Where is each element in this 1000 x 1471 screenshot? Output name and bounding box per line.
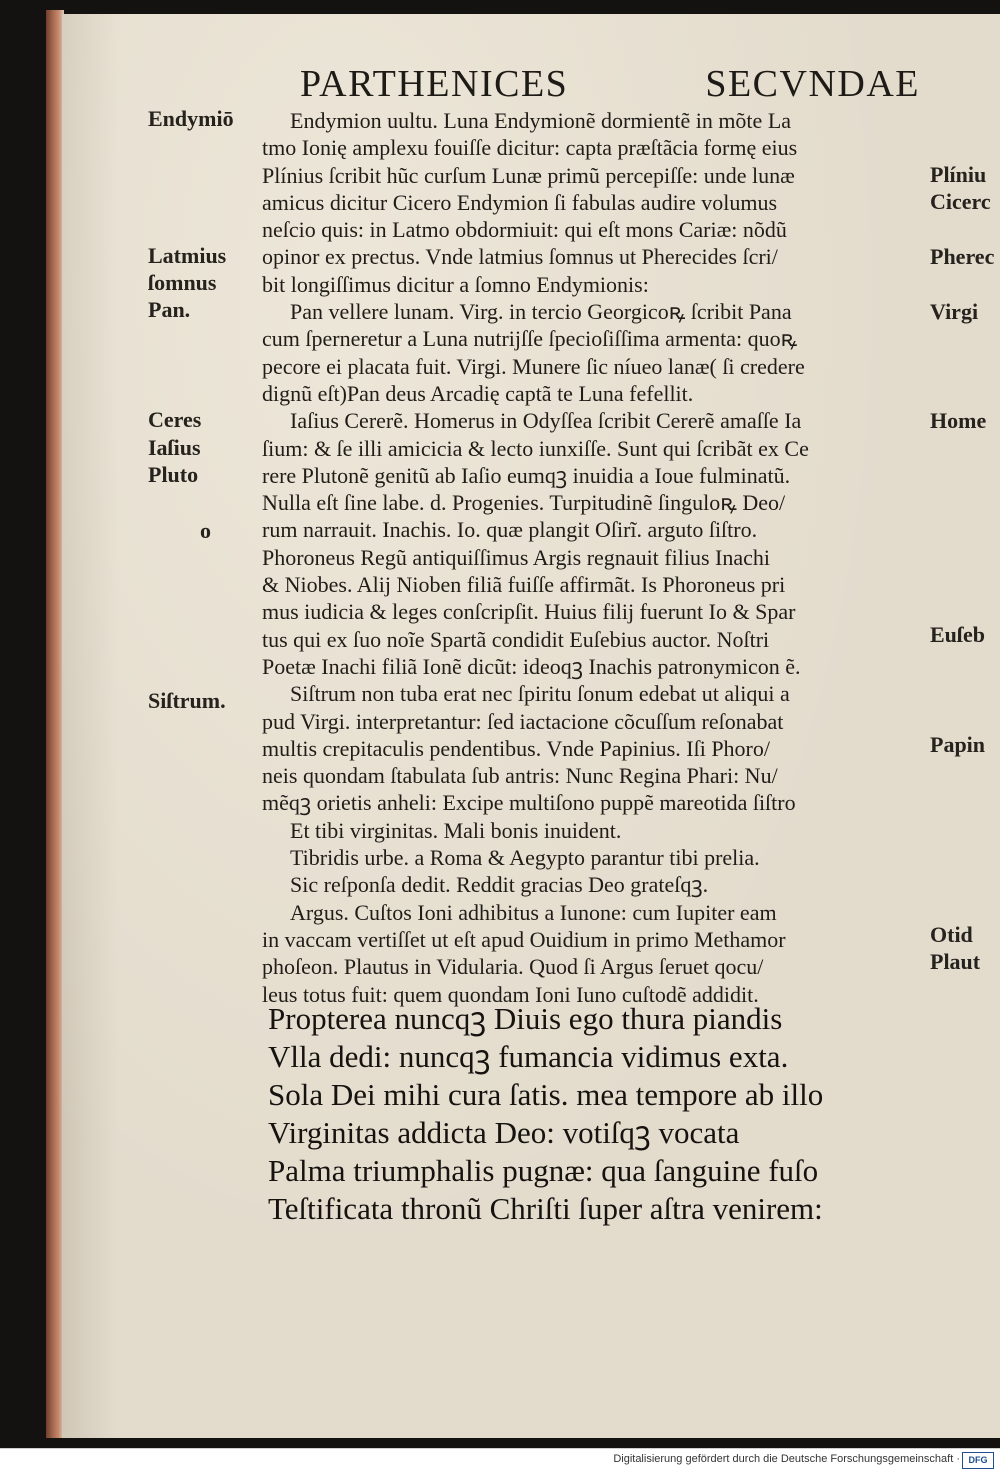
margin-note-iasius: Iaſius bbox=[148, 435, 201, 460]
commentary-line: mẽqꝫ orietis anheli: Excipe multiſono puppẽ mareotida ſiſtro bbox=[262, 790, 796, 816]
commentary-line: mus iudicia & leges conſcripſit. Huius filij fuerunt Io & Spar bbox=[262, 599, 796, 625]
commentary-line: pecore ei placata fuit. Virgi. Munere ſic níueo lanæ( ſi credere bbox=[262, 353, 805, 379]
verse-line: Palma triumphalis pugnæ: qua ſanguine fuſo bbox=[268, 1153, 819, 1188]
commentary-line: Et tibi virginitas. Mali bonis inuident. bbox=[290, 817, 622, 843]
commentary-line: leus totus fuit: quem quondam Ioni Iuno cuſtodẽ addidit. bbox=[262, 981, 759, 1007]
verse-line: Teſtificata thronũ Chriſti ſuper aſtra venirem: bbox=[268, 1191, 823, 1226]
margin-note-pan: Pan. bbox=[148, 297, 191, 322]
margin-note-plautus: Plaut bbox=[930, 949, 981, 974]
commentary-block bbox=[262, 107, 927, 1008]
margin-note-ovidius: Otid bbox=[930, 922, 973, 947]
running-head-right: SECVNDAE bbox=[705, 63, 920, 105]
commentary-line: Phoroneus Regũ antiquiſſimus Argis regnauit filius Inachi bbox=[262, 544, 770, 570]
margin-note-endymio: Endymiō bbox=[148, 106, 234, 131]
running-head bbox=[300, 62, 920, 106]
commentary-line: neis quondam ſtabulata ſub antris: Nunc Regina Phari: Nu/ bbox=[262, 763, 778, 789]
margin-note-virgilius: Virgi bbox=[930, 299, 979, 324]
commentary-line: Nulla eſt ſine labe. d. Progenies. Turpitudinẽ ſinguloꝶ Deo/ bbox=[262, 490, 786, 516]
commentary-line: Argus. Cuſtos Ioni adhibitus a Iunone: cum Iupiter eam bbox=[290, 899, 777, 925]
commentary-line: Tibridis urbe. a Roma & Aegypto parantur tibi prelia. bbox=[290, 845, 760, 871]
margin-note-plinius: Plíniu bbox=[930, 162, 987, 187]
commentary-line: Poetæ Inachi filiã Ionẽ dicũt: ideoqꝫ Inachis patronymicon ẽ. bbox=[262, 653, 801, 679]
margin-note-o: o bbox=[200, 518, 211, 543]
commentary-line: Siſtrum non tuba erat nec ſpiritu ſonum edebat ut aliqui a bbox=[290, 681, 790, 707]
verse-line: Sola Dei mihi cura ſatis. mea tempore ab illo bbox=[268, 1077, 824, 1112]
commentary-line: Iaſius Cererẽ. Homerus in Odyſſea ſcribit Cererẽ amaſſe Ia bbox=[290, 408, 802, 434]
commentary-line: tus qui ex ſuo noĩe Spartã condidit Euſebius auctor. Noſtri bbox=[262, 626, 770, 652]
verse-block bbox=[268, 1000, 938, 1228]
commentary-line: Pan vellere lunam. Virg. in tercio Georgicoꝶ ſcribit Pana bbox=[290, 299, 792, 325]
margin-note-somnus: ſomnus bbox=[148, 270, 217, 295]
verse-line: Virginitas addicta Deo: votiſqꝫ vocata bbox=[268, 1115, 740, 1150]
commentary-line: in vaccam vertiſſet ut eſt apud Ouidium in primo Methamor bbox=[262, 926, 786, 952]
commentary-line: rere Plutonẽ genitũ ab Iaſio eumqꝫ inuidia a Ioue fulminatũ. bbox=[262, 462, 791, 488]
commentary-line: neſcio quis: in Latmo obdormiuit: qui eſt mons Cariæ: nõdũ bbox=[262, 217, 787, 243]
commentary-line: tmo Ionię amplexu fouiſſe dicitur: capta præſtãcia formę eius bbox=[262, 135, 798, 161]
margin-note-eusebius: Euſeb bbox=[930, 622, 986, 647]
commentary-line: dignũ eſt)Pan deus Arcadię captã te Luna fefellit. bbox=[262, 380, 694, 406]
commentary-line: multis crepitaculis pendentibus. Vnde Papinius. Iſi Phoro/ bbox=[262, 735, 770, 761]
commentary-line: opinor ex prectus. Vnde latmius ſomnus ut Pherecides ſcri/ bbox=[262, 244, 778, 270]
commentary-line: phoſeon. Plautus in Vidularia. Quod ſi Argus ſeruet qocu/ bbox=[262, 954, 764, 980]
commentary-line: bit longiſſimus dicitur a ſomno Endymionis: bbox=[262, 271, 649, 297]
commentary-line: & Niobes. Alij Nioben filiã fuiſſe affirmãt. Is Phoroneus pri bbox=[262, 572, 786, 598]
dfg-logo-icon: DFG bbox=[962, 1452, 994, 1469]
margin-note-cicero: Cicerc bbox=[930, 189, 991, 214]
verse-line: Vlla dedi: nuncqꝫ fumancia vidimus exta. bbox=[268, 1039, 789, 1074]
funding-notice: Digitalisierung gefördert durch die Deutsche Forschungsgemeinschaft · bbox=[613, 1453, 960, 1465]
margin-note-pluto: Pluto bbox=[148, 462, 199, 487]
commentary-line: Plínius ſcribit hũc curſum Lunæ primũ percepiſſe: unde lunæ bbox=[262, 162, 795, 188]
commentary-line: pud Virgi. interpretantur: ſed iactacione cõcuſſum reſonabat bbox=[262, 708, 784, 734]
running-head-left: PARTHENICES bbox=[300, 63, 569, 105]
commentary-line: amicus dicitur Cicero Endymion ſi fabulas audire volumus bbox=[262, 189, 778, 215]
footer-bar bbox=[0, 1448, 1000, 1471]
margin-note-papinius: Papin bbox=[930, 732, 986, 757]
commentary-line: Endymion uultu. Luna Endymionẽ dormientẽ in mõte La bbox=[290, 108, 792, 133]
margin-note-pherecides: Pherec bbox=[930, 244, 995, 269]
commentary-line: cum ſperneretur a Luna nutrijſſe ſpecioſiſſima armenta: quoꝶ bbox=[262, 326, 798, 352]
commentary-line: Sic reſponſa dedit. Reddit gracias Deo grateſqꝫ. bbox=[290, 872, 709, 898]
commentary-line: rum narrauit. Inachis. Io. quæ plangit Oſirĩ. arguto ſiſtro. bbox=[262, 517, 758, 543]
margin-note-sistrum: Siſtrum. bbox=[148, 688, 226, 713]
margin-note-latmius: Latmius bbox=[148, 243, 227, 268]
commentary-line: ſium: & ſe illi amicicia & lecto iunxiſſe. Sunt qui ſcribãt ex Ce bbox=[262, 435, 809, 461]
margin-note-homerus: Home bbox=[930, 408, 987, 433]
verse-line: Propterea nuncqꝫ Diuis ego thura piandis bbox=[268, 1001, 783, 1036]
margin-note-ceres: Ceres bbox=[148, 407, 202, 432]
